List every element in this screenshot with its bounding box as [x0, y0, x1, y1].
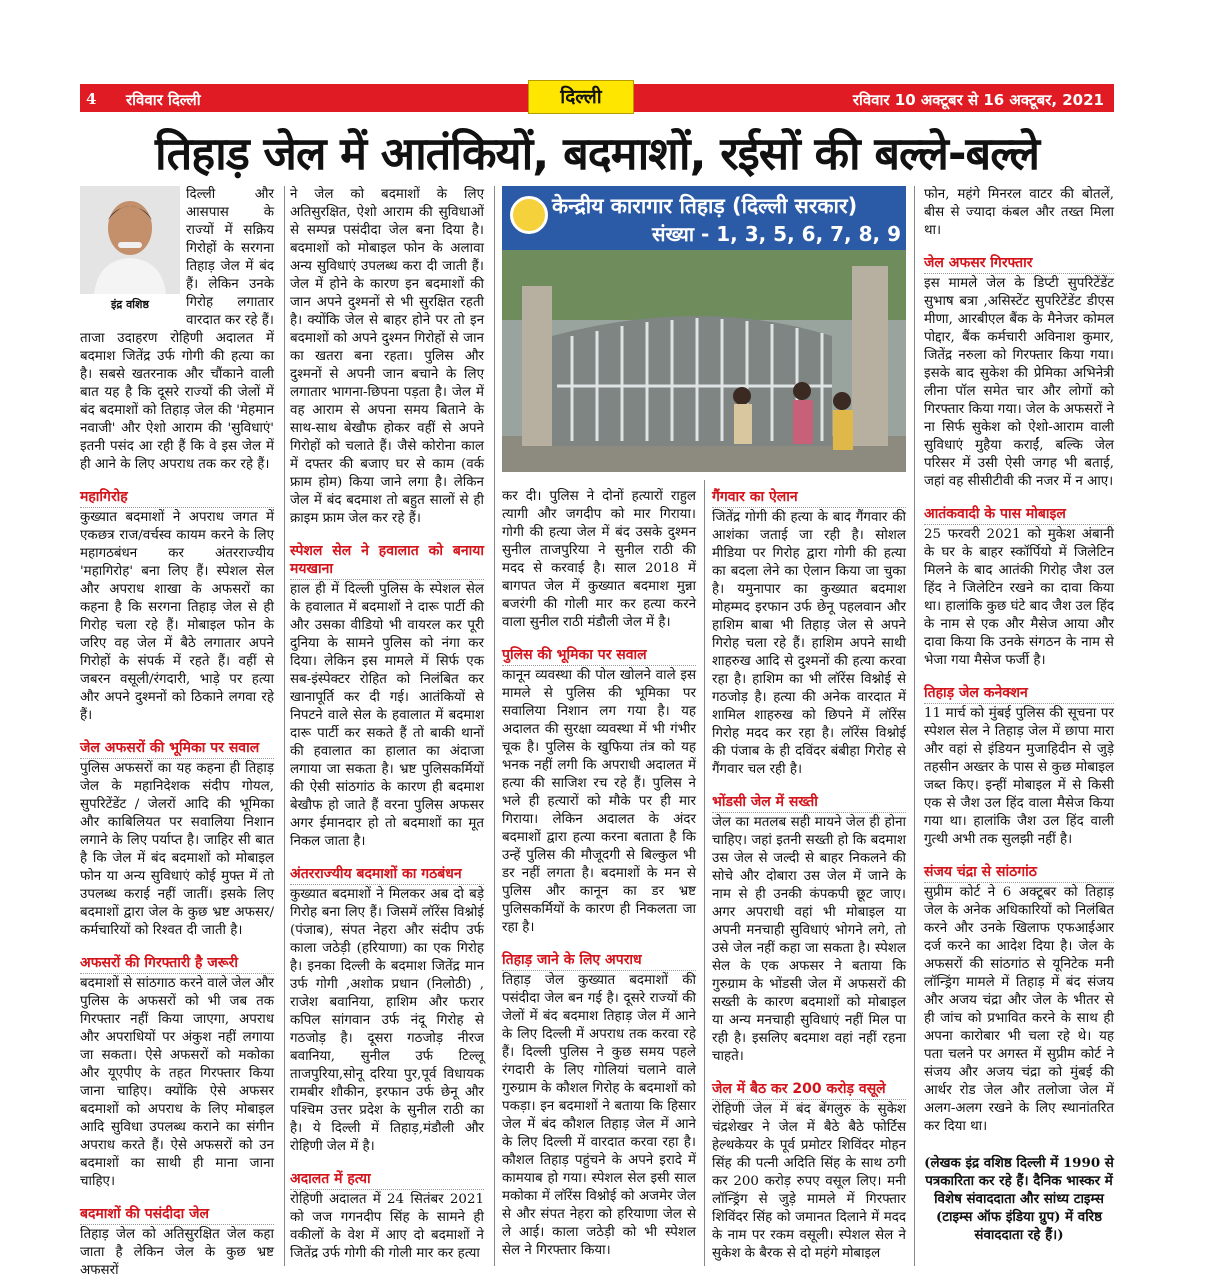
author-photo — [80, 186, 180, 294]
headline: तिहाड़ जेल में आतंकियों, बदमाशों, रईसों की बल्ले-बल्ले — [154, 127, 1040, 180]
column-divider — [704, 480, 705, 1266]
emblem-icon — [510, 196, 548, 234]
paragraph: ने जेल को बदमाशों के लिए अतिसुरक्षित, ऐशो आराम की सुविधाओं से सम्पन्न पसंदीदा जेल बना दिया है। बदमाशों को मोबाइल फोन के अलावा अन्य सुविधाएं उपलब्ध करा दी जाती हैं। जेल में होने के कारण इन बदमाशों की जान अपने दुश्मनों से भी सुरक्षित रहती है। क्योंकि जेल से बाहर होने पर तो इन बदमाशों को अपने दुश्मन गिरोहों से जान का खतरा बना रहता। पुलिस और दुश्मनों से अपनी जान बचाने के लिए लगातार भागना-छिपना पड़ता है। जेल में वह आराम से अपना समय बिताने के साथ-साथ बेखौफ होकर वहीं से अपने गिरोहों को चलाते हैं। जैसे कोरोना काल में दफ्तर की बजाए घर से काम (वर्क फ्राम होम) किया जाने लगा है। लेकिन जेल में बंद बदमाश तो बहुत सालों से ही क्राइम फ्राम जेल कर रहे हैं। — [290, 187, 484, 526]
subhead-interstate-alliance: अंतरराज्यीय बदमाशों का गठबंधन — [290, 865, 484, 885]
subhead-terrorist-mobile: आतंकवादी के पास मोबाइल — [924, 505, 1114, 525]
subhead-mahagiroh: महागिरोह — [80, 488, 274, 508]
column-1 — [80, 186, 274, 1278]
column-3 — [502, 488, 696, 1270]
subhead-crime-for-tihar: तिहाड़ जाने के लिए अपराध — [502, 951, 696, 971]
subhead-officer-arrested: जेल अफसर गिरफ्तार — [924, 254, 1114, 274]
author-name: इंद्र वशिष्ठ — [111, 298, 149, 311]
paragraph: 25 फरवरी 2021 को मुकेश अंबानी के घर के बाहर स्कॉर्पियो में जिलेटिन मिलने के बाद आतंकी गिरोह जैश उल हिंद ने जिलेटिन रखने का दावा किया था। हालांकि कुछ घंटे बाद जैश उल हिंद के नाम से एक और मैसेज आया और दावा किया कि उनके संगठन के नाम से भेजा गया मैसेज फर्जी है। — [924, 527, 1114, 668]
author-box — [80, 186, 180, 312]
paragraph: कर दी। पुलिस ने दोनों हत्यारों राहुल त्यागी और जगदीप को मार गिराया। गोगी की हत्या जेल में बंद उसके दुश्मन सुनील ताजपुरिया ने सुनील राठी की मदद से करवाई है। साल 2018 में बागपत जेल में कुख्यात बदमाश मुन्ना बजरंगी की गोली मार कर हत्या करने वाला सुनील राठी मंडौली जेल में है। — [502, 489, 696, 630]
subhead-tihar-connection: तिहाड़ जेल कनेक्शन — [924, 684, 1114, 704]
subhead-officers-arrest: अफसरों की गिरफ्तारी है जरूरी — [80, 954, 274, 974]
paragraph: रोहिणी अदालत में 24 सितंबर 2021 को जज गगनदीप सिंह के सामने ही वकीलों के वेश में आए दो बदमाशों ने जितेंद्र उर्फ गोगी की गोली मार कर हत्या — [290, 1192, 484, 1261]
paragraph: तिहाड़ जेल को अतिसुरक्षित जेल कहा जाता है लेकिन जेल के कुछ भ्रष्ट अफसरों — [80, 1227, 274, 1278]
subhead-jail-officers-role: जेल अफसरों की भूमिका पर सवाल — [80, 739, 274, 759]
author-portrait-icon — [80, 186, 180, 294]
subhead-200-crore: जेल में बैठ कर 200 करोड़ वसूले — [712, 1080, 906, 1100]
sign-text-line1: केन्द्रीय कारागार तिहाड़ (दिल्ली सरकार) — [552, 194, 858, 218]
subhead-gangwar: गैंगवार का ऐलान — [712, 488, 906, 508]
subhead-sanjay-chandra: संजय चंद्रा से सांठगांठ — [924, 863, 1114, 883]
subhead-court-murder: अदालत में हत्या — [290, 1170, 484, 1190]
paragraph: सुप्रीम कोर्ट ने 6 अक्टूबर को तिहाड़ जेल के अनेक अधिकारियों को निलंबित करने और उनके खिलाफ एफआईआर दर्ज करने का आदेश दिया है। जेल के अफसरों की सांठगांठ से यूनिटेक मनी लॉन्ड्रिंग मामले में तिहाड़ में बंद संजय और अजय चंद्रा और जेल के भीतर से ही जांच को प्रभावित करने के साथ ही अपना कारोबार भी चला रहे थे। यह पता चलने पर अगस्त में सुप्रीम कोर्ट ने संजय और अजय चंद्रा को मुंबई की आर्थर रोड जेल और तलोजा जेल में अलग-अलग रखने के लिए स्थानांतरित कर दिया था। — [924, 885, 1114, 1134]
paragraph: इस मामले जेल के डिप्टी सुपरिटेंडेंट सुभाष बत्रा ,असिस्टेंट सुपरिटेंडेंट डीएस मीणा, आरबीएल बैंक के मैनेजर कोमल पोद्दार, बैंक कर्मचारी अविनाश कुमार, जितेंद्र नरुला को गिरफ्तार किया गया। इसके बाद सुकेश की प्रेमिका अभिनेत्री लीना पॉल समेत चार और लोगों को गिरफ्तार किया गया। जेल के अफसरों ने ना सिर्फ सुकेश को ऐशो-आराम वाली सुविधाएं मुहैया कराईं, बल्कि जेल परिसर में उसी ऐसी जगह भी बताई, जहां वह सीसीटीवी की नजर में न आए। — [924, 276, 1114, 489]
column-divider — [284, 186, 285, 1266]
paragraph: फोन, महंगे मिनरल वाटर की बोतलें, बीस से ज्यादा कंबल और तख्त मिला था। — [924, 187, 1114, 238]
paragraph: 11 मार्च को मुंबई पुलिस की सूचना पर स्पेशल सेल ने तिहाड़ जेल में छापा मारा और वहां से इंडियन मुजाहिदीन से जुड़े तहसीन अख्तर के पास से कुछ मोबाइल जब्त किए। इन्हीं मोबाइल में से किसी एक से जैश उल हिंद वाला मैसेज किया गया था। हालांकि जैश उल हिंद वाली गुत्थी अभी तक सुलझी नहीं है। — [924, 706, 1114, 847]
column-2 — [290, 186, 484, 1270]
column-divider — [494, 186, 495, 1266]
issue-date: रविवार 10 अक्टूबर से 16 अक्टूबर, 2021 — [852, 91, 1104, 109]
paragraph: कानून व्यवस्था की पोल खोलने वाले इस मामले से पुलिस की भूमिका पर सवालिया निशान लग गया है। यह अदालत की सुरक्षा व्यवस्था में भी गंभीर चूक है। पुलिस के खुफिया तंत्र को यह भनक नहीं लगी कि अपराधी अदालत में हत्या की साजिश रच रहे हैं। पुलिस ने भले ही हत्यारों को मौके पर ही मार गिराया। लेकिन अदालत के अंदर बदमाशों द्वारा हत्या करना बताता है कि उन्हें पुलिस की मौजूदगी से बिल्कुल भी डर नहीं लगता है। बदमाशों के मन से पुलिस और कानून का डर भ्रष्ट पुलिसकर्मियों के कारण ही निकलता जा रहा है। — [502, 668, 696, 935]
paragraph: हाल ही में दिल्ली पुलिस के स्पेशल सेल के हवालात में बदमाशों ने दारू पार्टी की और उसका वीडियो भी वायरल कर पूरी दुनिया के सामने पुलिस को नंगा कर दिया। लेकिन इस मामले में सिर्फ एक सब-इंस्पेक्टर रोहित को निलंबित कर खानापूर्ति कर दी गई। आतंकियों से निपटने वाले सेल के हवालात में बदमाश दारू पार्टी कर सकते हैं तो बाकी थानों की हवालात का हालात का अंदाजा लगाया जा सकता है। भ्रष्ट पुलिसकर्मियों की ऐसी सांठगांठ के कारण ही बदमाश बेखौफ हो जाते हैं वरना पुलिस अफसर अगर ईमानदार हो तो बदमाशों का मूत निकल जाता है। — [290, 582, 484, 849]
section-name: रविवार दिल्ली — [126, 91, 201, 109]
paragraph: कुख्यात बदमाशों ने अपराध जगत में एकछत्र राज/वर्चस्व कायम करने के लिए महागठबंधन कर अंतरराज्यीय 'महागिरोह' बना लिए हैं। स्पेशल सेल और अपराध शाखा के अफसरों का कहना है कि सरगना तिहाड़ जेल से ही गिरोह चला रहे हैं। मोबाइल फोन के जरिए वह जेल में बैठे लगातार अपने गिरोहों के संपर्क में रहते हैं। वहीं से जबरन वसूली/रंगदारी, भाड़े पर हत्या और अपने दुश्मनों को ठिकाने लगवा रहे हैं। — [80, 510, 274, 723]
paragraph: जेल का मतलब सही मायने जेल ही होना चाहिए। जहां इतनी सख्ती हो कि बदमाश उस जेल से जल्दी से बाहर निकलने की सोचे और दोबारा उस जेल में जाने के नाम से ही उनकी कंपकपी छूट जाए। अगर अपराधी वहां भी मोबाइल या अपनी मनचाही सुविधाएं भोगने लगे, तो उसे जेल नहीं कहा जा सकता है। स्पेशल सेल के एक अफसर ने बताया कि गुरुग्राम के भोंडसी जेल में अफसरों की सख्ती के कारण बदमाशों को मोबाइल या अन्य मनचाही सुविधाएं नहीं मिल पा रही है। इसलिए बदमाश वहां नहीं रहना चाहते। — [712, 815, 906, 1064]
column-divider — [914, 186, 915, 1266]
column-4 — [712, 488, 906, 1270]
paragraph: तिहाड़ जेल कुख्यात बदमाशों की पसंदीदा जेल बन गई है। दूसरे राज्यों की जेलों में बंद बदमाश तिहाड़ जेल में आने के लिए दिल्ली में अपराध तक करवा रहे हैं। दिल्ली पुलिस ने कुछ समय पहले रंगदारी के लिए गोलियां चलाने वाले गुरुग्राम के कौशल गिरोह के बदमाशों को पकड़ा। इन बदमाशों ने बताया कि हिसार जेल में बंद कौशल तिहाड़ जेल में आने के लिए दिल्ली में वारदात करवा रहा है। कौशल तिहाड़ पहुंचने के अपने इरादे में कामयाब हो गया। स्पेशल सेल इसी साल मकोका में लॉरेंस विश्नोई को अजमेर जेल से और संपत नेहरा को हरियाणा जेल से ले आई। काला जठेड़ी को भी स्पेशल सेल ने गिरफ्तार किया। — [502, 973, 696, 1258]
subhead-special-cell: स्पेशल सेल ने हवालात को बनाया मयखाना — [290, 542, 484, 580]
sign-text-line2: संख्या - 1, 3, 5, 6, 7, 8, 9 — [652, 222, 902, 246]
author-note: (लेखक इंद्र वशिष्ठ दिल्ली में 1990 से पत्रकारिता कर रहे हैं। दैनिक भास्कर में विशेष संवाददाता और सांध्य टाइम्स (टाइम्स ऑफ इंडिया ग्रुप) में वरिष्ठ संवाददाता रहे हैं।) — [924, 1155, 1114, 1243]
page-number: 4 — [86, 90, 97, 108]
paragraph: रोहिणी जेल में बंद बेंगलुरु के सुकेश चंद्रशेखर ने जेल में बैठे बैठे फोर्टिस हेल्थकेयर के पूर्व प्रमोटर शिविंदर मोहन सिंह की पत्नी अदिति सिंह के साथ ठगी कर 200 करोड़ रुपए वसूल लिए। मनी लॉन्ड्रिंग से जुड़े मामले में गिरफ्तार शिविंदर सिंह को जमानत दिलाने में मदद के नाम पर रकम वसूली। स्पेशल सेल ने सुकेश के बैरक से दो महंगे मोबाइल — [712, 1102, 906, 1261]
city-tag: दिल्ली — [528, 80, 634, 114]
subhead-police-role: पुलिस की भूमिका पर सवाल — [502, 646, 696, 666]
paragraph: जितेंद्र गोगी की हत्या के बाद गैंगवार की आशंका जताई जा रही है। सोशल मीडिया पर गिरोह द्वारा गोगी की हत्या का बदला लेने का ऐलान किया जा चुका है। यमुनापार का कुख्यात बदमाश मोहम्मद इरफान उर्फ छेनू पहलवान और हाशिम बाबा भी तिहाड़ जेल से अपने गिरोह चला रहे हैं। हाशिम अपने साथी शाहरुख आदि से दुश्मनों की हत्या करवा रहा है। हाशिम का भी लॉरेंस विश्नोई से गठजोड़ है। हत्या की अनेक वारदात में शामिल शाहरुख को छिपने में लॉरेंस गिरोह मदद कर रहा है। लॉरेंस विश्नोई की पंजाब के ही दविंदर बंबीहा गिरोह से गैंगवार चल रही है। — [712, 510, 906, 777]
paragraph: पुलिस अफसरों का यह कहना ही तिहाड़ जेल के महानिदेशक संदीप गोयल, सुपरिटेंडेंट / जेलरों आदि की भूमिका और काबिलियत पर सवालिया निशान लगाने के लिए पर्याप्त है। जाहिर सी बात है कि जेल में बंद बदमाशों को मोबाइल फोन या अन्य सुविधाएं कोई मुफ्त में तो उपलब्ध कराई नहीं जातीं। इसके लिए बदमाशों द्वारा जेल के कुछ भ्रष्ट अफसर/कर्मचारियों को रिश्वत दी जाती है। — [80, 761, 274, 938]
intro-paragraph: दिल्ली और आसपास के राज्यों में सक्रिय गिरोहों के सरगना तिहाड़ जेल में बंद हैं। लेकिन उनके गिरोह लगातार वारदात कर रहे हैं। ताजा उदाहरण रोहिणी अदालत में बदमाश जितेंद्र उर्फ गोगी की हत्या का है। सबसे खतरनाक और चौंकाने वाली बात यह है कि दूसरे राज्यों की जेलों में बंद बदमाशों को तिहाड़ जेल की 'मेहमान नवाजी' और ऐशो आराम की 'सुविधाएं' इतनी पसंद आ रही हैं कि वे इस जेल में ही आने के लिए अपराध तक कर रहे हैं। — [80, 187, 274, 472]
paragraph: कुख्यात बदमाशों ने मिलकर अब दो बड़े गिरोह बना लिए हैं। जिसमें लॉरेंस विश्नोई (पंजाब), संपत नेहरा और संदीप उर्फ काला जठेड़ी (हरियाणा) का एक गिरोह है। इनका दिल्ली के बदमाश जितेंद्र मान उर्फ गोगी ,अशोक प्रधान (निलोठी) , राजेश बवानिया, हाशिम और फरार कपिल सांगवान उर्फ नंदू गिरोह से गठजोड़ है। दूसरा गठजोड़ नीरज बवानिया, सुनील उर्फ टिल्लू ताजपुरिया,सोनू दरिया पुर,पूर्व विधायक रामबीर शौकीन, इरफान उर्फ छेनू और पश्चिम उत्तर प्रदेश के सुनील राठी का है। ये दिल्ली में तिहाड़,मंडौली और रोहिणी जेल में है। — [290, 887, 484, 1154]
jail-gate-photo — [502, 186, 906, 472]
column-5 — [924, 186, 1114, 1270]
subhead-favourite-jail: बदमाशों की पसंदीदा जेल — [80, 1205, 274, 1225]
paragraph: बदमाशों से सांठगाठ करने वाले जेल और पुलिस के अफसरों को भी जब तक गिरफ्तार नहीं किया जाएगा, अपराध और अपराधियों पर अंकुश नहीं लगाया जा सकता। ऐसे अफसरों को मकोका और यूएपीए के तहत गिरफ्तार किया जाना चाहिए। क्योंकि ऐसे अफसर बदमाशों को अपराध के लिए मोबाइल आदि सुविधा उपलब्ध कराने का संगीन अपराध करते हैं। ऐसे अफसरों को उन बदमाशों का साथी ही माना जाना चाहिए। — [80, 976, 274, 1189]
subhead-bhondsi-jail: भोंडसी जेल में सख्ती — [712, 793, 906, 813]
